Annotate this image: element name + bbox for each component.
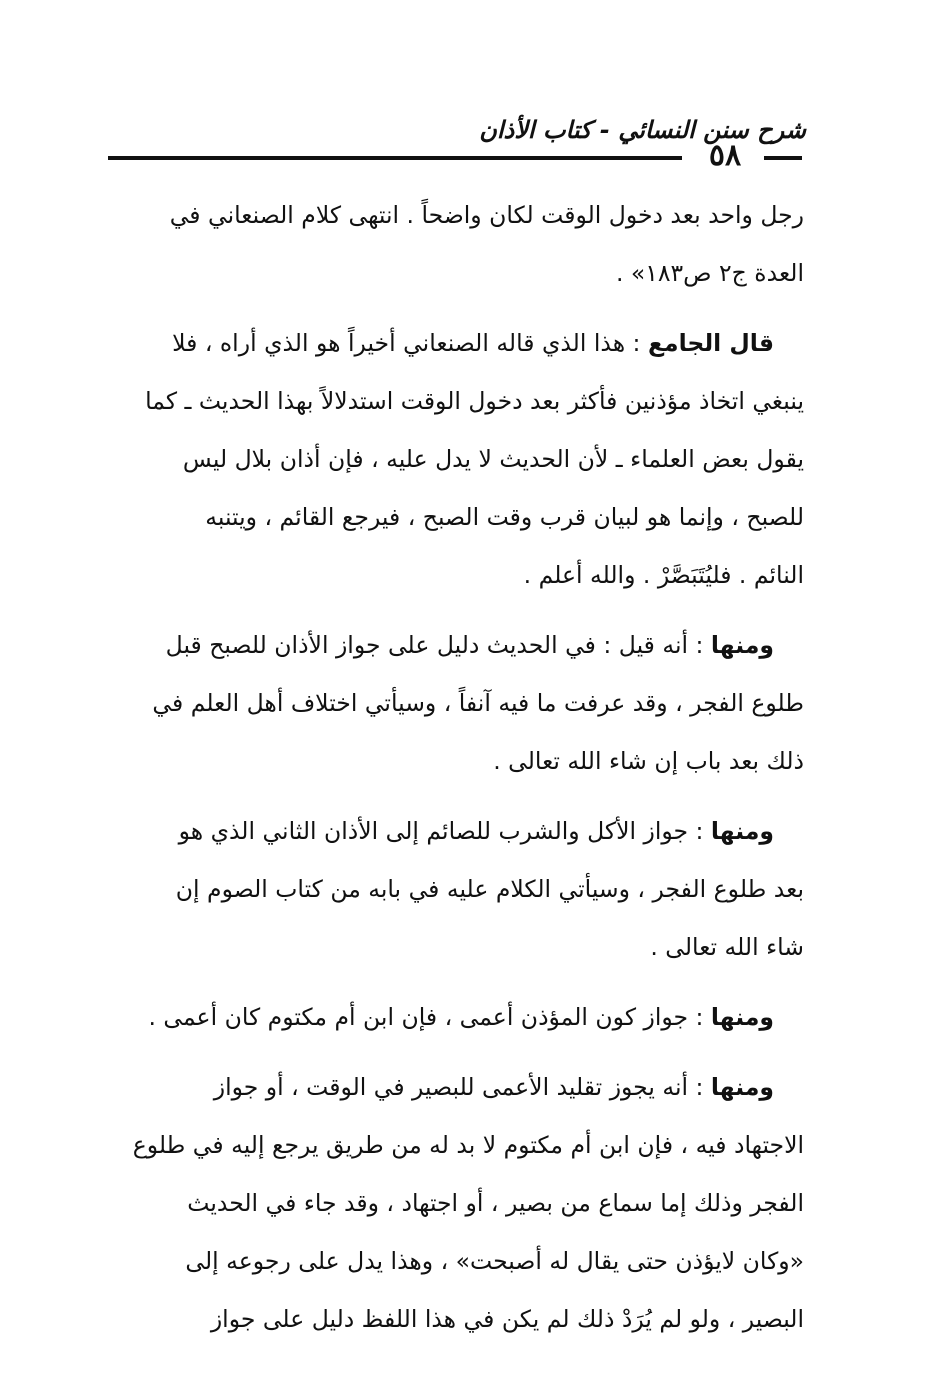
text-line bbox=[100, 616, 804, 674]
paragraph-label: ومنها bbox=[710, 817, 774, 845]
body-text bbox=[100, 186, 804, 1360]
text-run: : أنه يجوز تقليد الأعمى للبصير في الوقت ، أو جواز bbox=[213, 1073, 704, 1101]
text-line: شاء الله تعالى . bbox=[650, 933, 804, 961]
text-run: : أنه قيل : في الحديث دليل على جواز الأذان للصبح قبل bbox=[165, 631, 704, 659]
text-line: الاجتهاد فيه ، فإن ابن أم مكتوم لا بد له من طريق يرجع إليه في طلوع bbox=[132, 1131, 804, 1159]
text-line: يقول بعض العلماء ـ لأن الحديث لا يدل عليه ، فإن أذان بلال ليس bbox=[182, 445, 804, 473]
text-line bbox=[100, 1058, 804, 1116]
paragraph bbox=[100, 988, 804, 1046]
page-number-dash bbox=[764, 156, 802, 160]
text-run: : جواز كون المؤذن أعمى ، فإن ابن أم مكتوم كان أعمى . bbox=[148, 1003, 704, 1031]
paragraph-label: ومنها bbox=[710, 631, 774, 659]
text-run: : هذا الذي قاله الصنعاني أخيراً هو الذي أراه ، فلا bbox=[172, 329, 641, 357]
paragraph-label: ومنها bbox=[710, 1003, 774, 1031]
text-line: طلوع الفجر ، وقد عرفت ما فيه آنفاً ، وسيأتي اختلاف أهل العلم في bbox=[152, 689, 804, 717]
paragraph-label: ومنها bbox=[710, 1073, 774, 1101]
text-line: النائم . فليُتَبَصَّرْ . والله أعلم . bbox=[523, 561, 804, 589]
text-line: «وكان لايؤذن حتى يقال له أصبحت» ، وهذا يدل على رجوعه إلى bbox=[185, 1247, 804, 1275]
paragraph bbox=[100, 802, 804, 976]
paragraph bbox=[100, 186, 804, 302]
text-line bbox=[100, 802, 804, 860]
paragraph bbox=[100, 616, 804, 790]
text-line: ينبغي اتخاذ مؤذنين فأكثر بعد دخول الوقت استدلالاً بهذا الحديث ـ كما bbox=[145, 387, 804, 415]
paragraph bbox=[100, 314, 804, 604]
page-number: ٥٨ bbox=[708, 138, 742, 173]
text-line bbox=[100, 314, 804, 372]
text-run: : جواز الأكل والشرب للصائم إلى الأذان الثاني الذي هو bbox=[178, 817, 704, 845]
text-line: الفجر وذلك إما سماع من بصير ، أو اجتهاد ، وقد جاء في الحديث bbox=[187, 1189, 804, 1217]
paragraph bbox=[100, 1058, 804, 1348]
text-line: رجل واحد بعد دخول الوقت لكان واضحاً . انتهى كلام الصنعاني في bbox=[169, 201, 804, 229]
text-line: ذلك بعد باب إن شاء الله تعالى . bbox=[493, 747, 804, 775]
text-line: العدة ج٢ ص١٨٣» . bbox=[615, 259, 804, 287]
header-rule bbox=[108, 156, 682, 160]
text-line bbox=[100, 988, 804, 1046]
paragraph-label: قال الجامع bbox=[647, 329, 774, 357]
text-line: البصير ، ولو لم يُرَدْ ذلك لم يكن في هذا اللفظ دليل على جواز bbox=[210, 1305, 804, 1333]
text-line: للصبح ، وإنما هو لبيان قرب وقت الصبح ، فيرجع القائم ، ويتنبه bbox=[205, 503, 804, 531]
running-header-title: شرح سنن النسائي - كتاب الأذان bbox=[479, 116, 806, 144]
text-line: بعد طلوع الفجر ، وسيأتي الكلام عليه في بابه من كتاب الصوم إن bbox=[175, 875, 804, 903]
